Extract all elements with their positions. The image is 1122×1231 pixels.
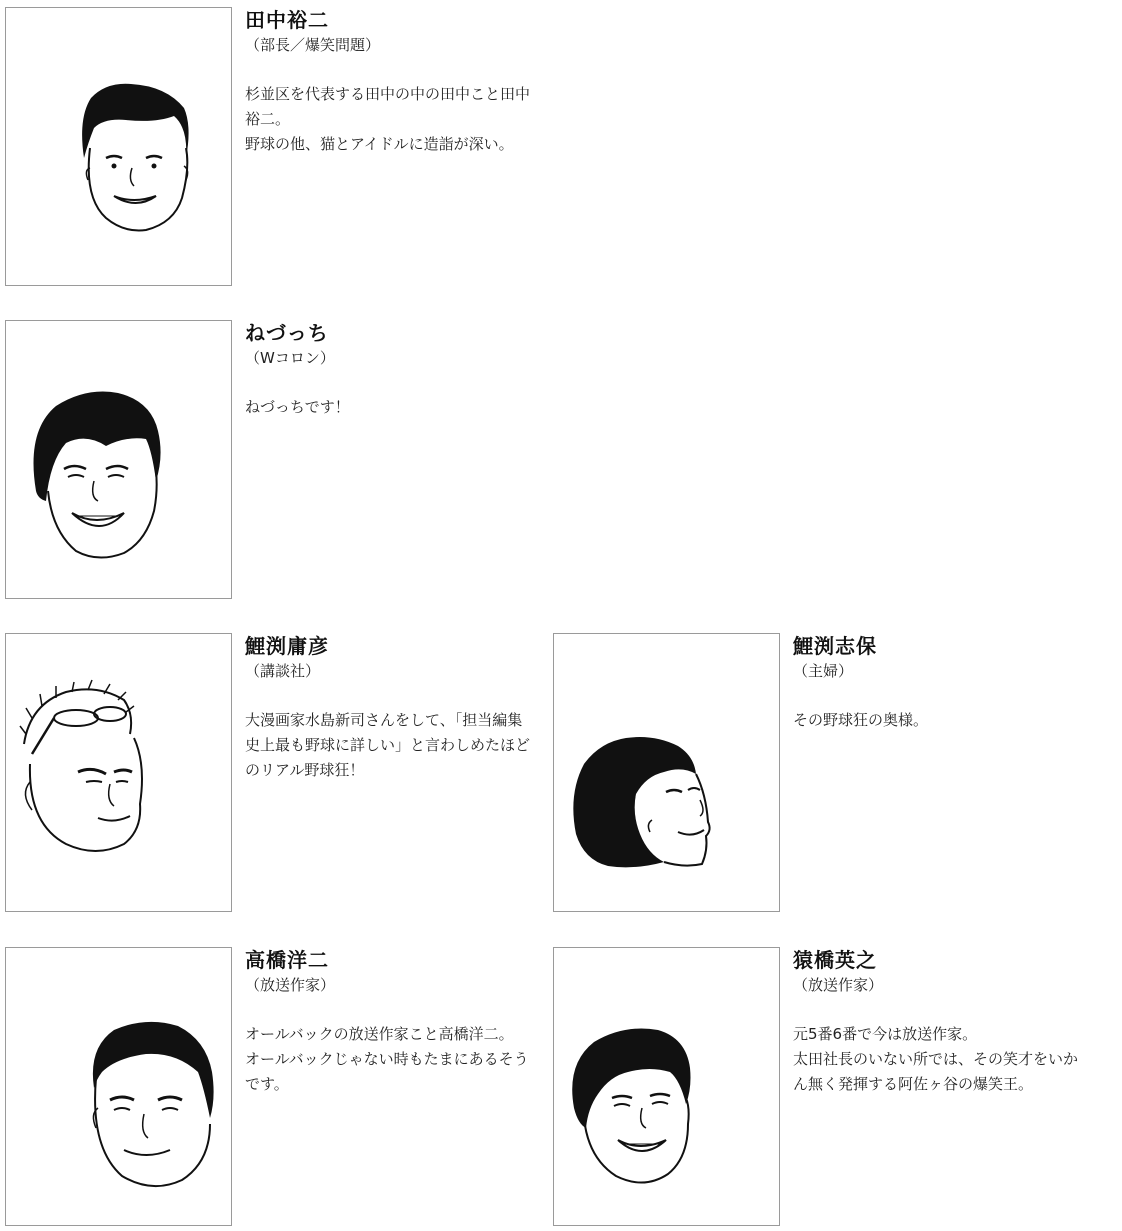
portrait-frame: [5, 320, 232, 599]
portrait-frame: [5, 7, 232, 286]
member-name: ねづっち: [245, 321, 329, 345]
member-role: （講談社）: [245, 662, 321, 680]
member-card-takahashi: [5, 947, 545, 1227]
member-card-saruhashi: [553, 947, 1093, 1227]
portrait-takahashi-icon: [6, 948, 231, 1225]
member-description: その野球狂の奥様。: [793, 711, 929, 729]
member-name: 猿橋英之: [793, 948, 877, 972]
portrait-tanaka-icon: [6, 8, 231, 285]
member-name: 鯉渕庸彦: [245, 634, 329, 658]
member-role: （主婦）: [793, 662, 854, 680]
portrait-koibuchi-yasuhiko-icon: [6, 634, 231, 911]
member-name: 田中裕二: [245, 8, 329, 32]
member-description: オールバックの放送作家こと高橋洋二。 オールバックじゃない時もたまにあるそうです。: [245, 1025, 529, 1093]
member-role: （放送作家）: [245, 976, 336, 994]
member-info: [245, 633, 530, 783]
member-role: （Wコロン）: [245, 349, 335, 367]
member-name: 鯉渕志保: [793, 634, 877, 658]
member-info: [245, 320, 530, 420]
member-name: 高橋洋二: [245, 948, 329, 972]
member-description: 杉並区を代表する田中の中の田中こと田中裕二。 野球の他、猫とアイドルに造詣が深い。: [245, 85, 531, 153]
member-role: （部長／爆笑問題）: [245, 36, 381, 54]
member-description: 大漫画家水島新司さんをして、「担当編集史上最も野球に詳しい」と言わしめたほどのリアル野球狂！: [245, 711, 531, 779]
member-description: ねづっちです！: [245, 398, 350, 416]
member-card-nezucchi: [5, 320, 545, 600]
member-info: [245, 947, 530, 1097]
member-card-koibuchi-yasuhiko: [5, 633, 545, 913]
portrait-koibuchi-shiho-icon: [554, 634, 779, 911]
member-card-koibuchi-shiho: [553, 633, 1093, 913]
portrait-frame: [5, 633, 232, 912]
member-role: （放送作家）: [793, 976, 884, 994]
member-description: 元5番6番で今は放送作家。 太田社長のいない所では、その笑才をいかん無く発揮する阿佐ヶ谷の爆笑王。: [793, 1025, 1079, 1093]
portrait-frame: [5, 947, 232, 1226]
member-info: [793, 947, 1078, 1097]
member-info: [245, 7, 530, 157]
member-card-tanaka: [5, 7, 545, 287]
portrait-frame: [553, 633, 780, 912]
portrait-frame: [553, 947, 780, 1226]
member-info: [793, 633, 1078, 733]
portrait-saruhashi-icon: [554, 948, 779, 1225]
portrait-nezucchi-icon: [6, 321, 231, 598]
